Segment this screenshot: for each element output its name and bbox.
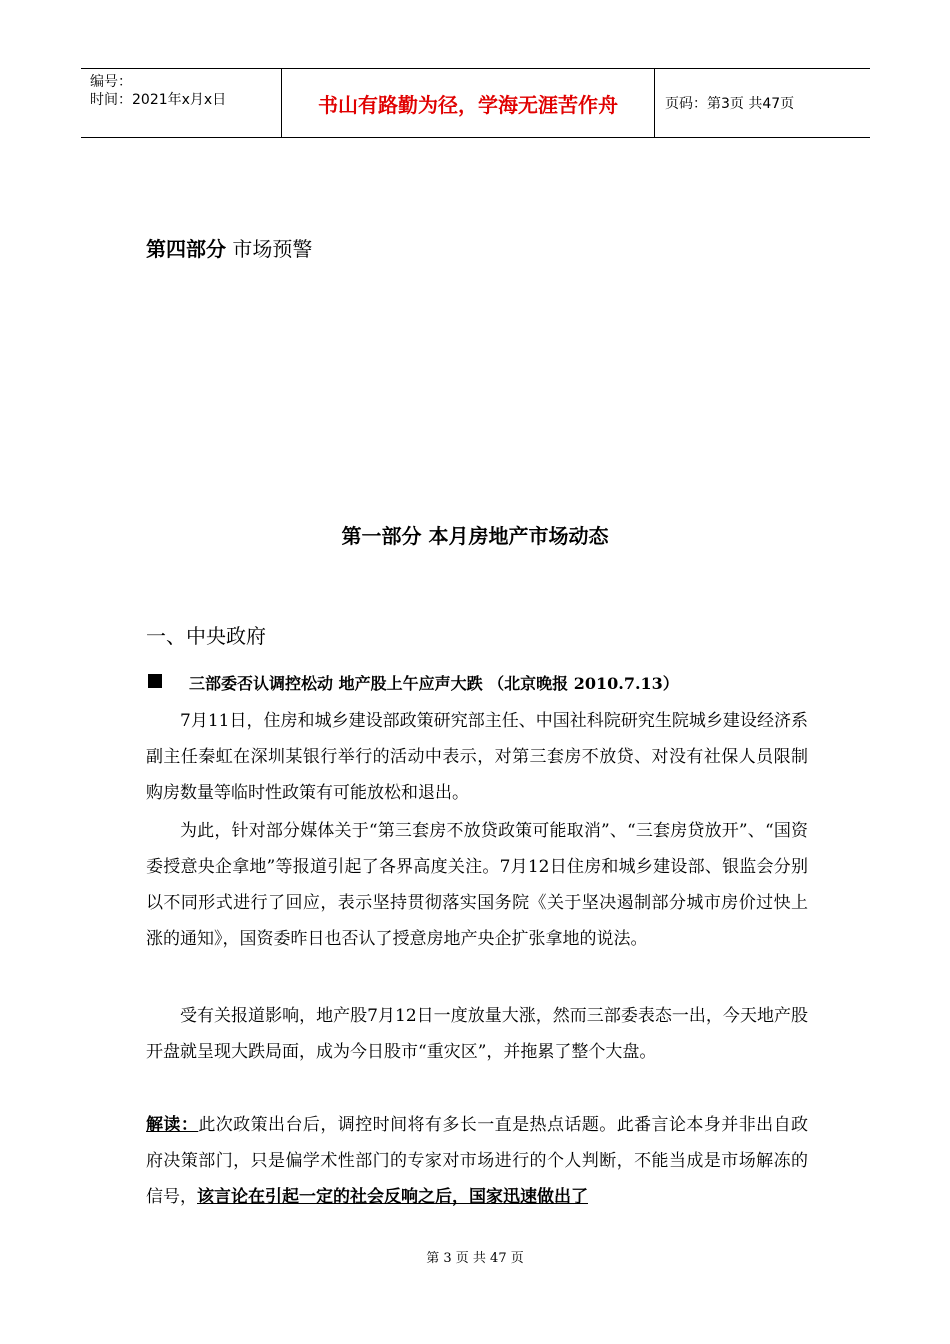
paragraph-interpretation [146,1107,808,1215]
interpretation-label: 解读： [146,1115,199,1135]
document-header [81,68,870,138]
paragraph-1: 7月11日，住房和城乡建设部政策研究部主任、中国社科院研究生院城乡建设经济系副主任秦虹在深圳某银行举行的活动中表示，对第三套房不放贷、对没有社保人员限制购房数量等临时性政策有可能放松和退出。 [146,711,808,803]
header-motto: 书山有路勤为径，学海无涯苦作舟 [281,69,655,137]
square-bullet-icon [148,674,162,688]
section-title: 一、中央政府 [146,624,266,648]
header-meta [81,69,281,137]
article-headline-text: 三部委否认调控松动 地产股上午应声大跌 （北京晚报 2010.7.13） [189,674,679,693]
interpretation-text: 此次政策出台后，调控时间将有多长一直是热点话题。此番言论本身并非出自政府决策部门，只是偏学术性部门的专家对市场进行的个人判断，不能当成是市场解冻的信号， [146,1115,809,1207]
header-page-info: 页码：第3页 共47页 [665,96,795,112]
page-footer: 第 3 页 共 47 页 [426,1251,524,1266]
paragraph-3: 受有关报道影响，地产股7月12日一度放量大涨，然而三部委表态一出，今天地产股开盘就呈现大跌局面，成为今日股市“重灾区”，并拖累了整个大盘。 [146,1006,808,1062]
paragraph-2: 为此，针对部分媒体关于“第三套房不放贷政策可能取消”、“三套房贷放开”、“国资委授意央企拿地”等报道引起了各界高度关注。7月12日住房和城乡建设部、银监会分别以不同形式进行了回应，表示坚持贯彻落实国务院《关于坚决遏制部分城市房价过快上涨的通知》，国资委昨日也否认了授意房地产央企扩张拿地的说法。 [146,821,808,949]
part4-title-rest: 市场预警 [226,237,313,261]
header-time: 时间：2021年x月x日 [90,92,227,108]
part4-title-bold: 第四部分 [146,237,226,261]
interpretation-emphasis: 该言论在引起一定的社会反响之后，国家迅速做出了 [197,1187,588,1207]
part1-title: 第一部分 本月房地产市场动态 [341,524,609,548]
header-number: 编号： [90,74,132,90]
article-headline [146,671,679,694]
part4-title [146,233,312,262]
